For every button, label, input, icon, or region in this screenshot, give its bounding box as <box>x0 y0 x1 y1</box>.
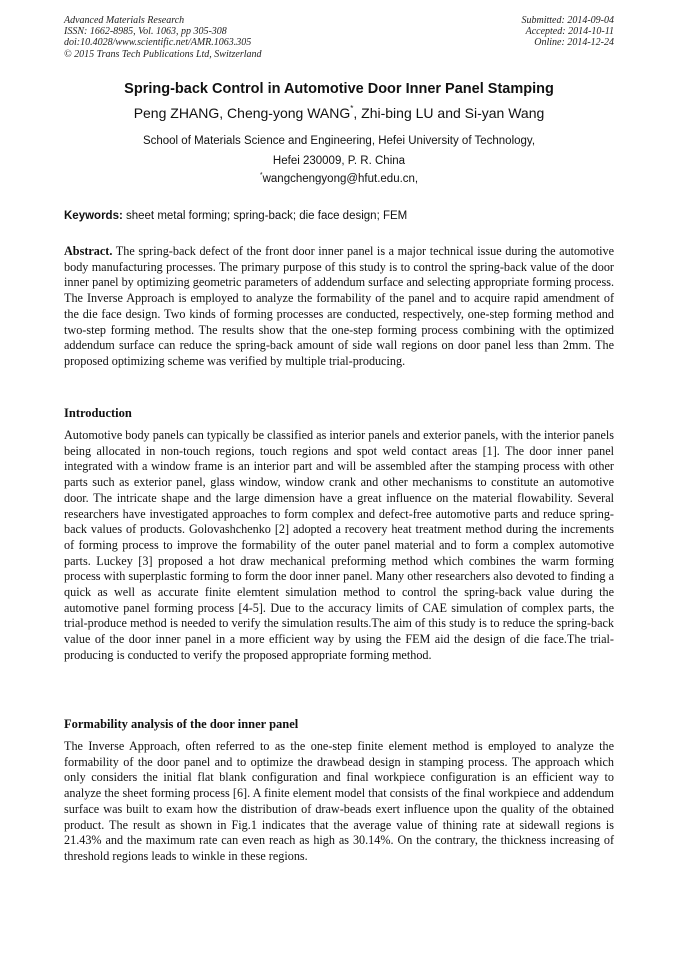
abstract-label: Abstract. <box>64 244 113 258</box>
affiliation-line-1: School of Materials Science and Engineering, Hefei University of Technology, <box>142 135 536 147</box>
keywords-text: sheet metal forming; spring-back; die face design; FEM <box>122 210 408 222</box>
email-address: wangchengyong@hfut.edu.cn, <box>262 173 419 185</box>
author-list <box>0 105 678 121</box>
authors-part1: Peng ZHANG, Cheng-yong WANG <box>133 105 351 121</box>
abstract-text: The spring-back defect of the front door inner panel is a major technical issue during the automotive body manufacturing processes. The primary purpose of this study is to control the spring-back value of the door inner panel by optimizing geometric parameters of addendum surface and selecting appropriate forming process. The Inverse Approach is employed to analyze the formability of the panel and to acquire rapid amendment of the die face design. Two kinds of forming processes are conducted, respectively, one-step forming method and two-step forming method. The results show that the one-step forming process combining with the optimized addendum surface can reduce the spring-back amount of side wall regions on door panel less than 2mm. The proposed optimizing scheme was verified by multiple trial-producing. <box>64 244 614 368</box>
formability-heading: Formability analysis of the door inner panel <box>64 717 299 731</box>
journal-issn: ISSN: 1662-8985, Vol. 1063, pp 305-308 <box>64 26 227 38</box>
authors-part2: , Zhi-bing LU and Si-yan Wang <box>353 105 545 121</box>
accepted-date: Accepted: 2014-10-11 <box>525 26 614 38</box>
journal-copyright: © 2015 Trans Tech Publications Ltd, Switzerland <box>64 48 262 60</box>
formability-text: The Inverse Approach, often referred to as the one-step finite element method is employed to analyze the formability of the door panel and to optimize the drawbead design in stamping process. The approach which only considers the initial flat blank configuration and final workpiece configuration is an efficient way to analyze the sheet forming process [6]. A finite element model that consists of the final workpiece and addendum surface was built to exam how the distribution of draw-beads exert influence upon the quality of the obtained product. The result as shown in Fig.1 indicates that the average value of thining rate at sidewall regions is 21.43% and the maximum rate can even reach as high as 30.14%. On the contrary, the thickness increasing of threshold regions leads to winkle in these regions. <box>64 739 614 863</box>
introduction-heading: Introduction <box>64 406 132 420</box>
abstract <box>64 244 614 370</box>
paper-title: Spring-back Control in Automotive Door Inner Panel Stamping <box>124 81 554 97</box>
dates-header <box>522 15 615 49</box>
introduction-text: Automotive body panels can typically be classified as interior panels and exterior panels, with the interior panels being allocated in non-touch regions, touch regions and spot weld contact areas [1]. The door inner panel integrated with a window frame is an interior part and will be assembled after the stamping process with other parts such as exterior panel, glass window, window crank and other mechanisms to constitute an automotive door. The intricate shape and the large dimension have a great influence on the material flowability. Several researchers have investigated approaches to form complex and defect-free automotive parts and reduce spring-back values of products. Golovashchenko [2] adopted a recovery heat treatment method during the increments of forming process to improve the formability of the outer panel material and to form a complex automotive parts. Luckey [3] proposed a hot draw mechanical preforming method which combines the warm forming process with superplastic forming to form the door inner panel. Many other researchers also devoted to finding a quick as well as accurate finite elemtent simulation method to control the spring-back value during the automotive panel forming process [4-5]. Due to the accuracy limits of CAE simulation of complex parts, the trial-produce method is needed to verify the simulation results.The aim of this study is to reduce the spring-back value of the door inner panel in a more efficient way by using the FEM aid the design of die face.The trial-producing is conducted to verify the proposed appropriate forming method. <box>64 428 614 662</box>
submitted-date: Submitted: 2014-09-04 <box>521 15 614 26</box>
journal-doi: doi:10.4028/www.scientific.net/AMR.1063.305 <box>64 37 252 49</box>
journal-header <box>64 15 262 60</box>
keywords-label: Keywords: <box>64 210 123 222</box>
online-date: Online: 2014-12-24 <box>534 37 614 49</box>
affiliation-line-2: Hefei 230009, P. R. China <box>272 155 406 167</box>
author-email <box>0 173 678 185</box>
email-mark: * <box>259 172 263 179</box>
keywords <box>64 210 614 222</box>
corresponding-mark: * <box>350 104 354 113</box>
journal-name: Advanced Materials Research <box>64 15 185 26</box>
